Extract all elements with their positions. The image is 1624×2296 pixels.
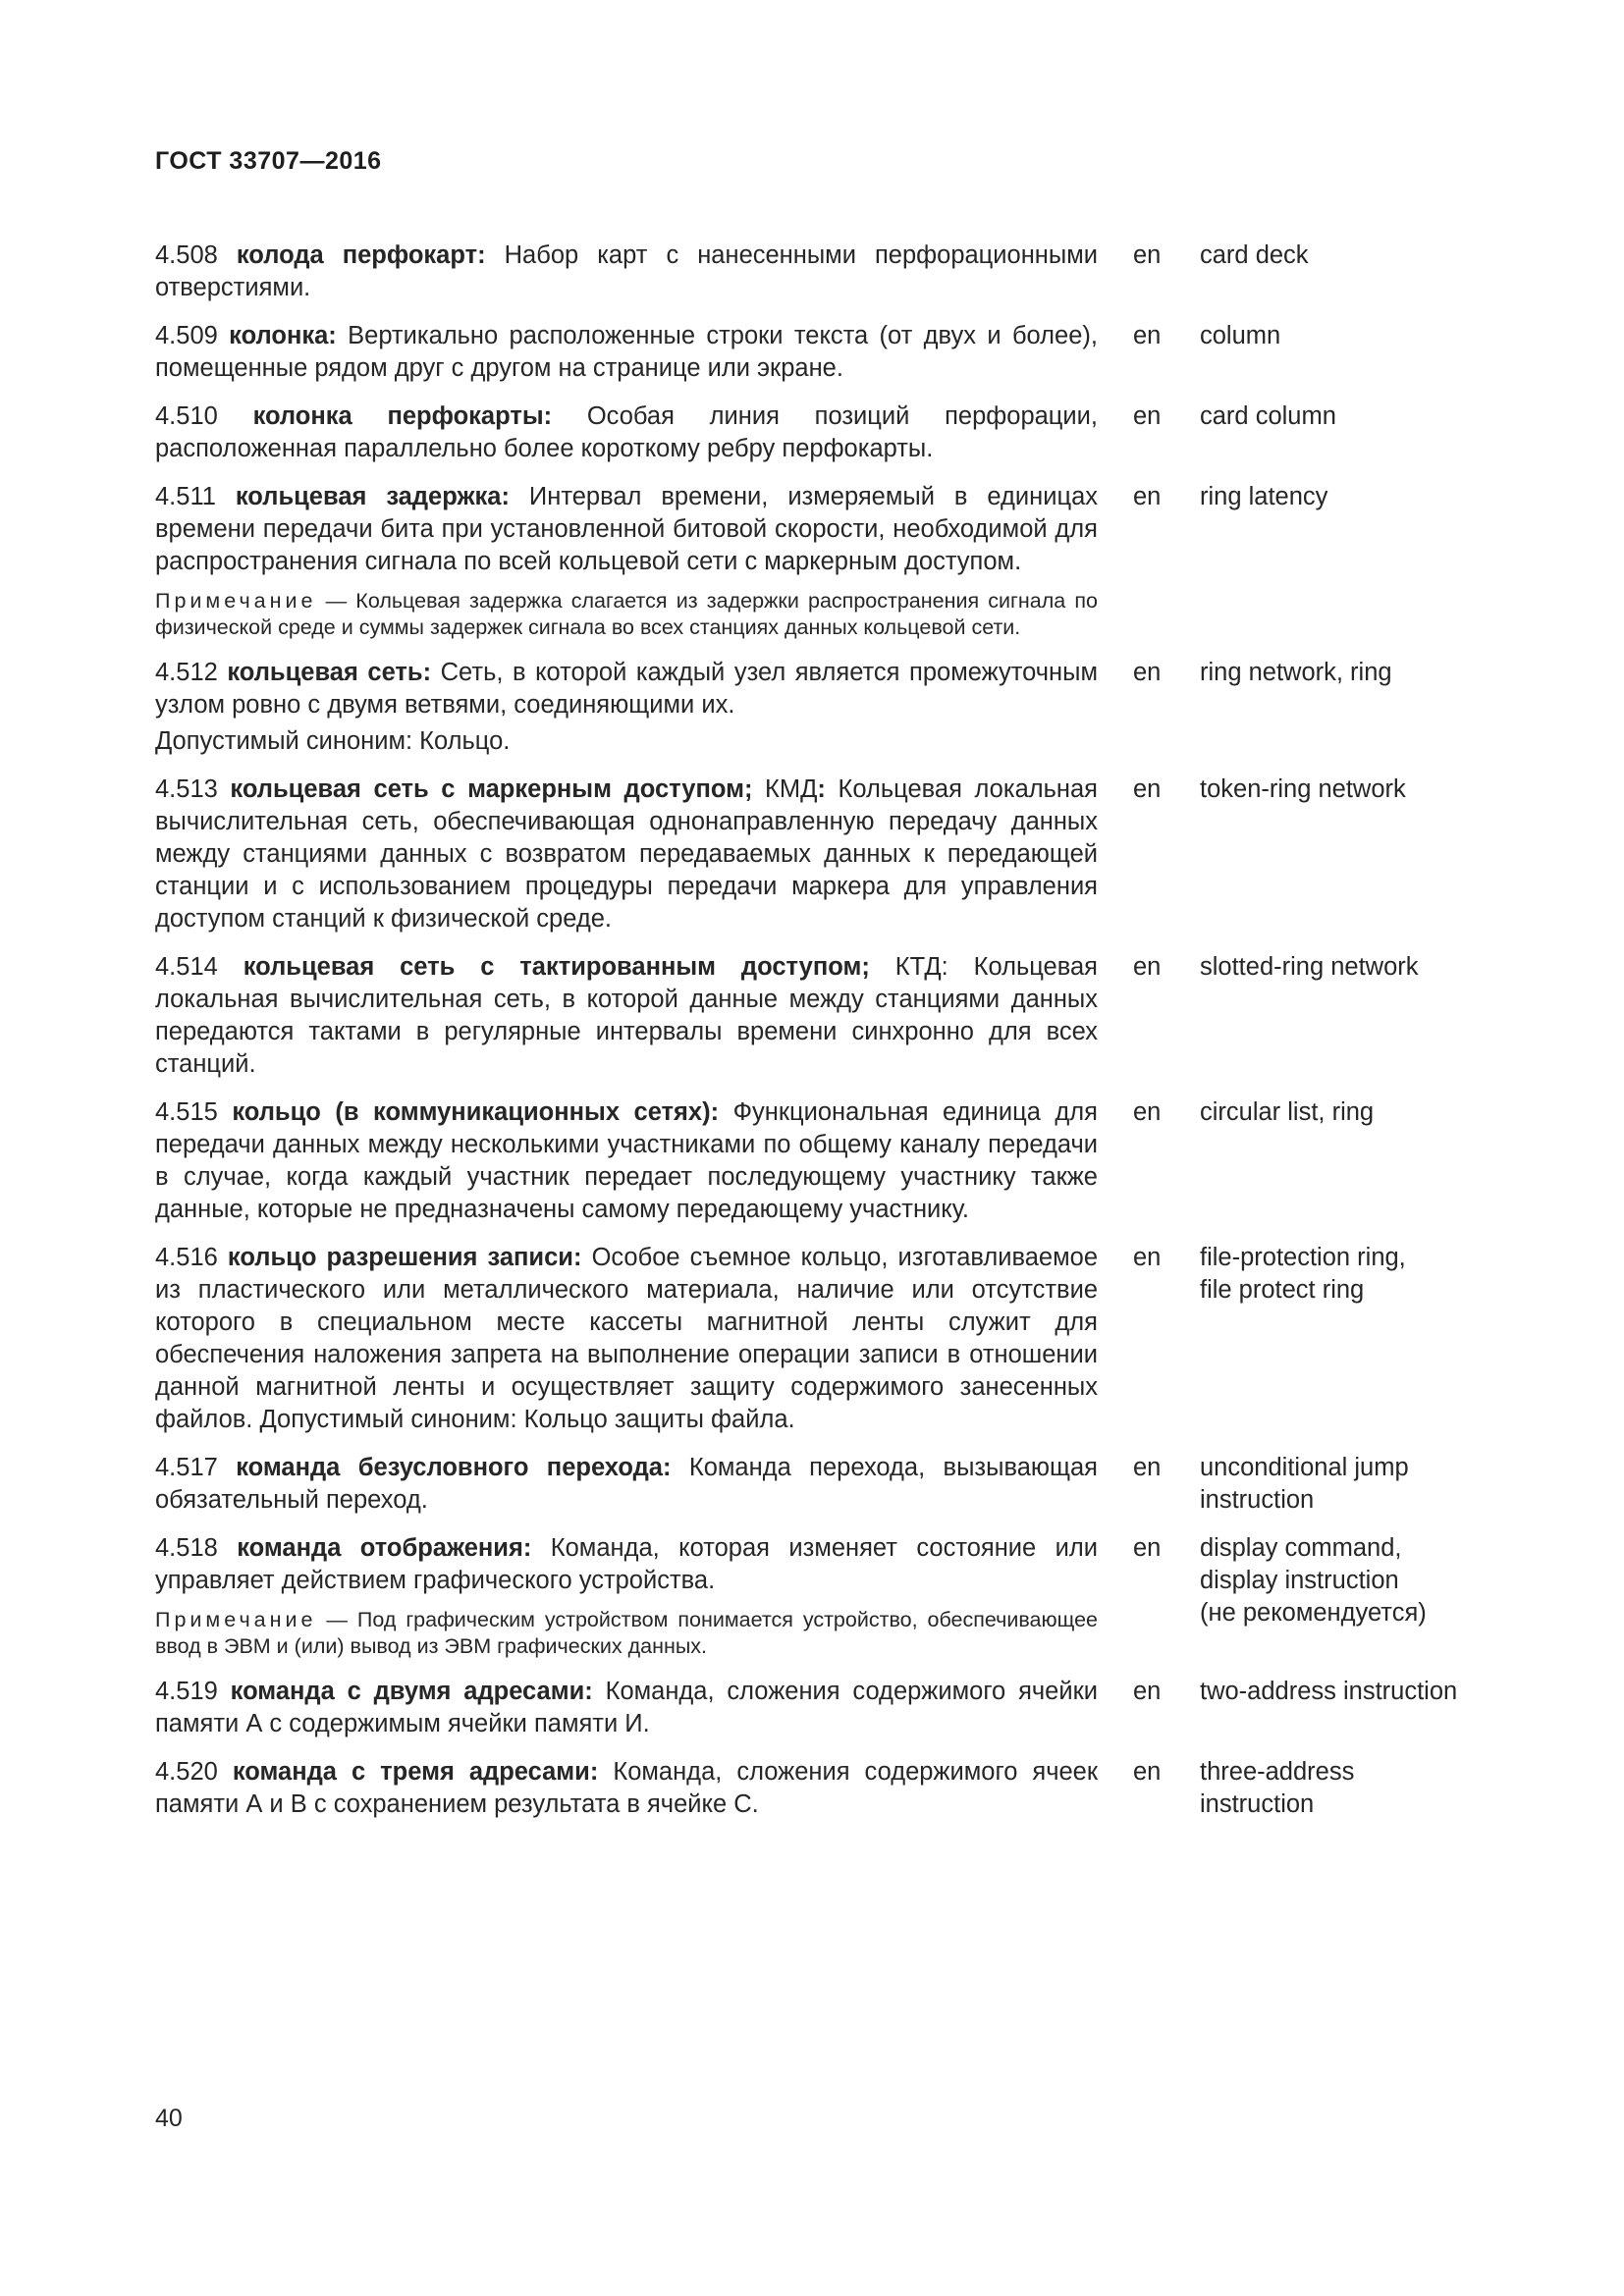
entry-number: 4.511	[155, 483, 216, 510]
entry-body	[155, 320, 1098, 385]
english-term: card column	[1200, 402, 1336, 430]
entry-number: 4.509	[155, 322, 218, 349]
entry-definition: Интервал времени, измеряемый в единицах времени передачи бита при установленной битовой скорости, необходимой для распространения сигнала по всей кольцевой сети с маркерным доступом.	[155, 483, 1098, 575]
entry-note	[155, 588, 1098, 641]
note-text: — Кольцевая задержка слагается из задержки распространения сигнала по физической среде и суммы задержек сигнала во всех станциях данных кольцевой сети.	[155, 589, 1098, 639]
entry-body	[155, 1452, 1098, 1517]
entry-term: кольцевая сеть с тактированным доступом;	[243, 953, 870, 981]
language-code: en	[1133, 1534, 1162, 1562]
english-term	[1200, 1452, 1494, 1517]
entry-number: 4.514	[155, 953, 218, 981]
english-term	[1200, 1242, 1494, 1307]
english-term: card deck	[1200, 241, 1309, 269]
entry-definition: Особое съемное кольцо, изготавливаемое из пластического или металлического материала, наличие или отсутствие которого в специальном месте кассеты магнитной ленты служит для обеспечения наложения запрета на выполнение операции записи в отношении данной магнитной ленты и осуществляет защиту содержимого занесенных файлов. Допустимый синоним: Кольцо защиты файла.	[155, 1244, 1099, 1433]
entry-body	[155, 1532, 1098, 1660]
entry-number: 4.510	[155, 402, 218, 430]
entry-definition: Функциональная единица для передачи данных между несколькими участниками по общему каналу передачи в случае, когда каждый участник передает последующему участнику также данные, которые не предназначены самому передающему участнику.	[155, 1098, 1098, 1223]
language-code: en	[1133, 953, 1162, 981]
entry-number: 4.515	[155, 1098, 218, 1126]
english-term: slotted-ring network	[1200, 953, 1419, 981]
entry-number: 4.516	[155, 1244, 218, 1271]
entry-synonym: Допустимый синоним: Кольцо.	[155, 727, 511, 755]
term-entry-4-508	[155, 240, 1481, 304]
english-term	[1200, 1756, 1494, 1821]
entry-term: команда отображения:	[237, 1534, 532, 1562]
entry-definition: Команда, которая изменяет состояние или управляет действием графического устройства.	[155, 1534, 1098, 1594]
term-entry-4-515	[155, 1096, 1481, 1226]
entry-definition: Команда перехода, вызывающая обязательный переход.	[155, 1454, 1098, 1514]
entry-body	[155, 1096, 1098, 1226]
entry-term: команда безусловного перехода:	[236, 1454, 672, 1481]
entry-term: команда с тремя адресами:	[232, 1758, 599, 1786]
language-code: en	[1133, 1678, 1162, 1705]
entry-number: 4.520	[155, 1758, 218, 1786]
entry-number: 4.518	[155, 1534, 218, 1562]
abbreviation-colon: :	[817, 775, 826, 803]
language-code: en	[1133, 659, 1162, 686]
entry-term: кольцевая сеть с маркерным доступом;	[230, 775, 753, 803]
entry-definition: Команда, сложения содержимого ячеек памяти А и В с сохранением результата в ячейке С.	[155, 1758, 1098, 1818]
language-code: en	[1133, 483, 1162, 510]
language-code: en	[1133, 1454, 1162, 1481]
term-entry-4-517	[155, 1452, 1481, 1517]
term-entry-4-513	[155, 774, 1481, 935]
entry-definition: Кольцевая локальная вычислительная сеть, обеспечивающая однонаправленную передачу данных между станциями данных с возвратом передаваемых данных к передающей станции и с использованием процедуры передачи маркера для управления доступом станций к физической среде.	[155, 775, 1098, 933]
term-entry-4-514	[155, 951, 1481, 1081]
english-term-line: (не рекомендуется)	[1200, 1599, 1427, 1627]
english-term-line: display command,	[1200, 1534, 1402, 1562]
entry-body	[155, 1242, 1098, 1436]
entry-term: команда с двумя адресами:	[230, 1678, 593, 1705]
entry-number: 4.519	[155, 1678, 218, 1705]
term-entry-4-511	[155, 481, 1481, 641]
entry-term: кольцо разрешения записи:	[227, 1244, 582, 1271]
english-term: ring network, ring	[1200, 659, 1392, 686]
entry-number: 4.513	[155, 775, 218, 803]
entry-body	[155, 774, 1098, 935]
english-term: column	[1200, 322, 1281, 349]
document-header: ГОСТ 33707—2016	[155, 147, 382, 175]
english-term: ring latency	[1200, 483, 1328, 510]
english-term	[1200, 1532, 1494, 1629]
entry-number: 4.512	[155, 659, 218, 686]
term-entry-4-510	[155, 400, 1481, 465]
english-term-line: three-address	[1200, 1758, 1355, 1786]
entry-definition: Набор карт с нанесенными перфорационными отверстиями.	[155, 241, 1098, 301]
entry-term: кольцо (в коммуникационных сетях):	[232, 1098, 720, 1126]
language-code: en	[1133, 1098, 1162, 1126]
entry-definition: Вертикально расположенные строки текста (от двух и более), помещенные рядом друг с другом на странице или экране.	[155, 322, 1098, 382]
entry-body	[155, 481, 1098, 641]
entry-note	[155, 1607, 1098, 1660]
language-code: en	[1133, 1244, 1162, 1271]
entry-definition: Сеть, в которой каждый узел является промежуточным узлом ровно с двумя ветвями, соединяющими их.	[155, 659, 1098, 719]
term-entry-4-516	[155, 1242, 1481, 1436]
note-label: Примечание	[155, 1608, 317, 1631]
entry-body	[155, 1756, 1098, 1821]
term-entry-4-520	[155, 1756, 1481, 1821]
entry-abbreviation: КТД:	[869, 953, 948, 981]
page-number: 40	[155, 2105, 183, 2132]
language-code: en	[1133, 1758, 1162, 1786]
note-text: — Под графическим устройством понимается устройство, обеспечивающее ввод в ЭВМ и (или) вывод из ЭВМ графических данных.	[155, 1608, 1098, 1658]
entry-body	[155, 1676, 1098, 1740]
english-term: two-address instruction	[1200, 1678, 1458, 1705]
english-term-line: file protect ring	[1200, 1276, 1365, 1304]
entry-definition: Особая линия позиций перфорации, расположенная параллельно более короткому ребру перфокарты.	[155, 402, 1098, 462]
language-code: en	[1133, 241, 1162, 269]
term-entry-4-509	[155, 320, 1481, 385]
entry-body	[155, 240, 1098, 304]
entry-body	[155, 657, 1098, 758]
english-term-line: unconditional jump	[1200, 1454, 1409, 1481]
terms-list	[155, 240, 1481, 1837]
entry-definition: Команда, сложения содержимого ячейки памяти А с содержимым ячейки памяти И.	[155, 1678, 1098, 1737]
entry-body	[155, 400, 1098, 465]
note-label: Примечание	[155, 589, 317, 613]
language-code: en	[1133, 322, 1162, 349]
term-entry-4-518	[155, 1532, 1481, 1660]
english-term-line: instruction	[1200, 1790, 1315, 1818]
language-code: en	[1133, 402, 1162, 430]
english-term: token-ring network	[1200, 775, 1406, 803]
entry-number: 4.508	[155, 241, 218, 269]
entry-term: колода перфокарт:	[236, 241, 486, 269]
english-term-line: file-protection ring,	[1200, 1244, 1406, 1271]
language-code: en	[1133, 775, 1162, 803]
term-entry-4-512	[155, 657, 1481, 758]
entry-term: колонка перфокарты:	[252, 402, 553, 430]
entry-body	[155, 951, 1098, 1081]
entry-abbreviation: КМД	[752, 775, 818, 803]
entry-term: кольцевая сеть:	[227, 659, 432, 686]
english-term-line: instruction	[1200, 1486, 1315, 1514]
term-entry-4-519	[155, 1676, 1481, 1740]
entry-term: кольцевая задержка:	[235, 483, 510, 510]
entry-number: 4.517	[155, 1454, 218, 1481]
entry-definition: Кольцевая локальная вычислительная сеть, в которой данные между станциями данных передаются тактами в регулярные интервалы времени синхронно для всех станций.	[155, 953, 1098, 1078]
entry-term: колонка:	[229, 322, 337, 349]
english-term: circular list, ring	[1200, 1098, 1375, 1126]
english-term-line: display instruction	[1200, 1567, 1399, 1594]
